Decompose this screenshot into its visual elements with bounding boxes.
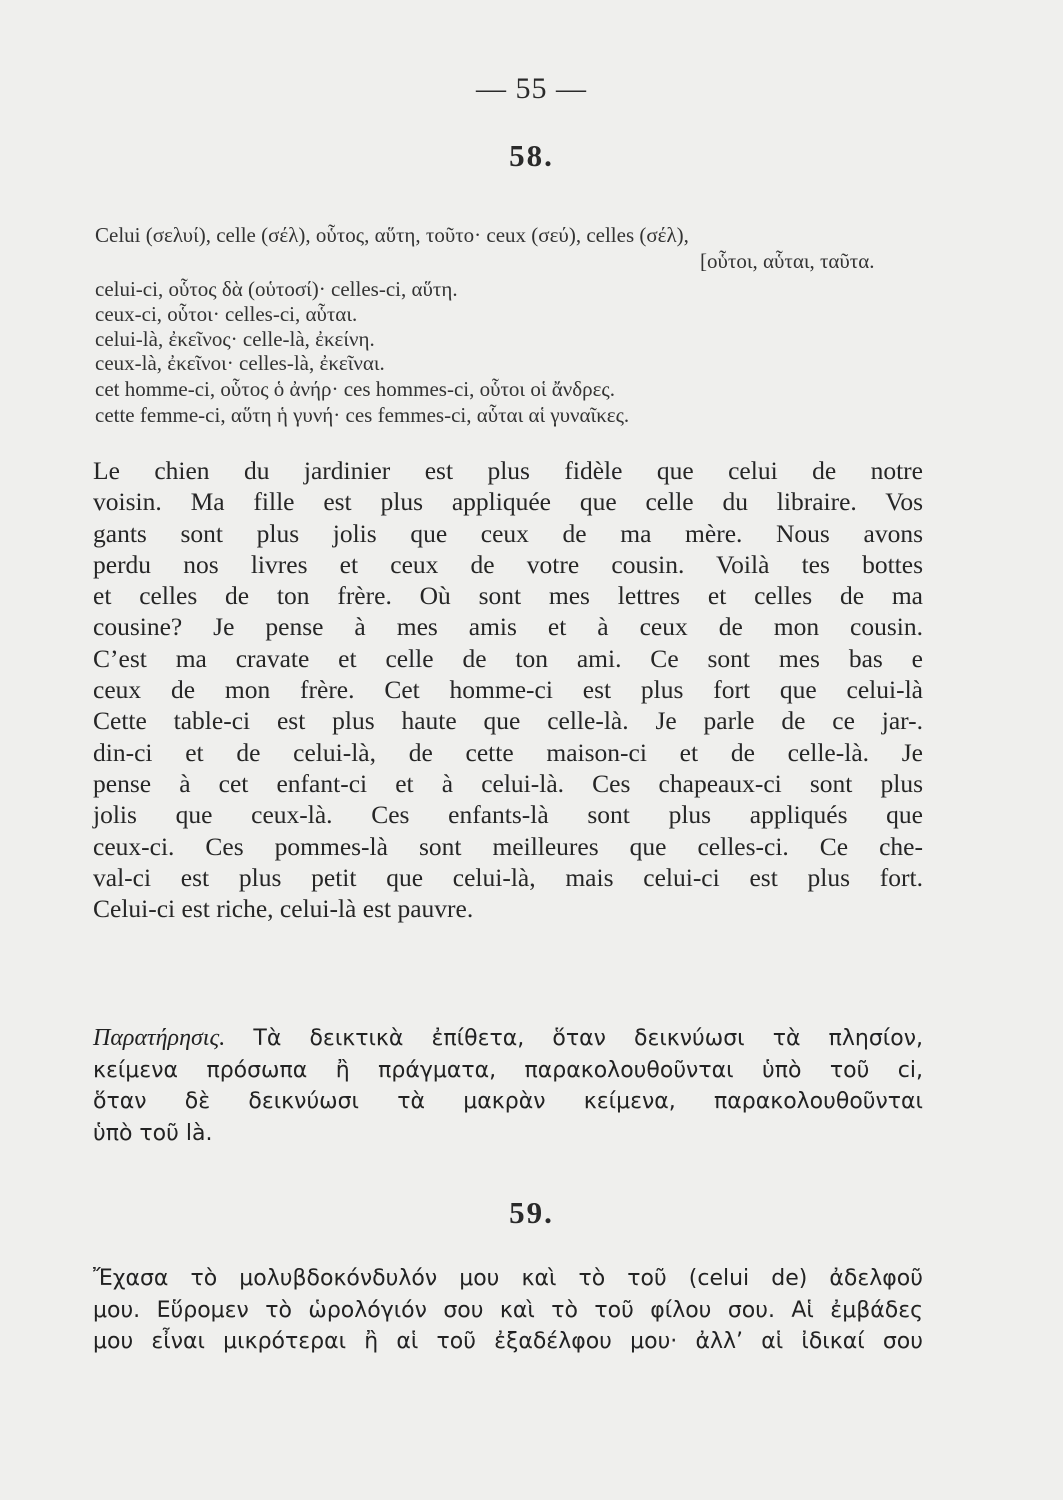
text-line: din-ci et de celui-là, de cette maison-ci et de celle-là. Je bbox=[93, 737, 923, 767]
text-line: perdu nos livres et ceux de votre cousin. Voilà tes bottes bbox=[93, 549, 923, 579]
vocab-line: celui-ci, οὗτος δὰ (οὑτοσί)· celles-ci, αὕτη. bbox=[95, 277, 458, 301]
text-line: voisin. Ma fille est plus appliquée que celle du libraire. Vos bbox=[93, 487, 923, 517]
section-heading-59: 59. bbox=[509, 1195, 554, 1230]
exercise-59-text bbox=[93, 1263, 923, 1358]
text-line: ὑπὸ τοῦ là. bbox=[93, 1120, 213, 1146]
vocab-line: ceux-là, ἐκεῖνοι· celles-là, ἐκεῖναι. bbox=[95, 351, 385, 375]
text-line bbox=[93, 1023, 923, 1055]
text-line: gants sont plus jolis que ceux de ma mère. Nous avons bbox=[93, 518, 923, 548]
note-text: Τὰ δεικτικὰ ἐπίθετα, ὅταν δεικνύωσι τὰ πλησίον, bbox=[253, 1026, 923, 1051]
text-line: Cette table-ci est plus haute que celle-là. Je parle de ce jar-. bbox=[93, 706, 923, 736]
text-line: μου εἶναι μικρότεραι ἢ αἱ τοῦ ἐξαδέλφου μου· ἀλλ’ αἱ ἰδικαί σου bbox=[93, 1329, 923, 1354]
text-line: Le chien du jardinier est plus fidèle que celui de notre bbox=[93, 456, 923, 485]
text-line: et celles de ton frère. Où sont mes lettres et celles de ma bbox=[93, 581, 923, 611]
text-line: ceux-ci. Ces pommes-là sont meilleures que celles-ci. Ce che- bbox=[93, 831, 923, 861]
text-line: cousine? Je pense à mes amis et à ceux de mon cousin. bbox=[93, 612, 923, 642]
text-line: C’est ma cravate et celle de ton ami. Ce sont mes bas e bbox=[93, 643, 923, 673]
page-number: — 55 — bbox=[476, 72, 587, 105]
vocab-line: ceux-ci, οὗτοι· celles-ci, αὗται. bbox=[95, 302, 358, 326]
text-line: val-ci est plus petit que celui-là, mais celui-ci est plus fort. bbox=[93, 862, 923, 892]
vocab-line: [οὗτοι, αὗται, ταῦτα. bbox=[700, 249, 875, 273]
text-line: jolis que ceux-là. Ces enfants-là sont plus appliqués que bbox=[93, 800, 923, 830]
exercise-58-text bbox=[93, 455, 923, 924]
note-label: Παρατήρησις. bbox=[93, 1025, 226, 1051]
vocab-line: celui-là, ἐκεῖνος· celle-là, ἐκείνη. bbox=[95, 327, 375, 351]
text-line: Ἔχασα τὸ μολυβδοκόνδυλόν μου καὶ τὸ τοῦ (celui de) ἀδελφοῦ bbox=[93, 1266, 923, 1291]
text-line: ceux de mon frère. Cet homme-ci est plus fort que celui-là bbox=[93, 675, 923, 705]
text-line: ὅταν δὲ δεικνύωσι τὰ μακρὰν κείμενα, παρακολουθοῦνται bbox=[93, 1089, 923, 1114]
text-line: pense à cet enfant-ci et à celui-là. Ces chapeaux-ci sont plus bbox=[93, 768, 923, 798]
vocab-line: cet homme-ci, οὗτος ὁ ἀνήρ· ces hommes-ci, οὗτοι οἱ ἄνδρες. bbox=[95, 377, 615, 401]
text-line: μου. Εὕρομεν τὸ ὡρολόγιόν σου καὶ τὸ τοῦ φίλου σου. Αἱ ἐμβάδες bbox=[93, 1297, 923, 1323]
vocab-line: cette femme-ci, αὕτη ἡ γυνή· ces femmes-ci, αὗται αἱ γυναῖκες. bbox=[95, 403, 630, 427]
section-heading-58: 58. bbox=[509, 138, 554, 173]
grammar-note bbox=[93, 1023, 923, 1149]
text-line: κείμενα πρόσωπα ἢ πράγματα, παρακολουθοῦνται ὑπὸ τοῦ ci, bbox=[93, 1057, 923, 1083]
text-line: Celui-ci est riche, celui-là est pauvre. bbox=[93, 894, 474, 924]
vocab-line: Celui (σελυί), celle (σέλ), οὗτος, αὕτη, τοῦτο· ceux (σεύ), celles (σέλ), bbox=[95, 223, 689, 247]
